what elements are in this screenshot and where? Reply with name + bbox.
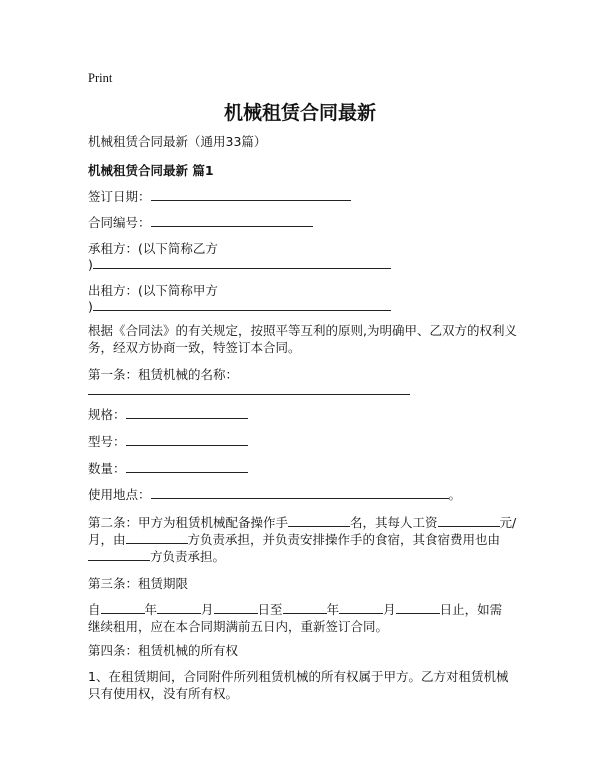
document-title: 机械租赁合同最新 bbox=[223, 102, 376, 124]
spec-label: 规格： bbox=[88, 407, 126, 422]
article1-heading: 第一条：租赁机械的名称： bbox=[88, 367, 239, 382]
lessor-blank[interactable] bbox=[93, 298, 391, 311]
machine-name-blank[interactable] bbox=[88, 382, 410, 395]
day-end-label: 日止，如需 bbox=[439, 602, 503, 617]
model-row bbox=[88, 433, 248, 450]
article2-line3 bbox=[88, 548, 225, 565]
article2-text5: 方负责承担，并负责安排操作手的食宿，其食宿费用也由 bbox=[187, 532, 501, 547]
article2-text3: 元/ bbox=[499, 515, 517, 530]
location-label: 使用地点： bbox=[88, 487, 151, 502]
article3-line2: 继续租用，应在本合同期满前五日内，重新签订合同。 bbox=[88, 619, 389, 634]
location-end: 。 bbox=[448, 487, 462, 502]
lessor-row bbox=[88, 298, 391, 315]
sign-date-label: 签订日期： bbox=[88, 189, 151, 204]
lodging-party-blank[interactable] bbox=[88, 548, 150, 561]
start-year-blank[interactable] bbox=[101, 601, 145, 614]
article2-text2: 名，其每人工资 bbox=[350, 515, 438, 530]
location-blank[interactable] bbox=[151, 486, 449, 499]
end-day-blank[interactable] bbox=[396, 601, 440, 614]
contract-no-blank[interactable] bbox=[151, 214, 313, 227]
print-label[interactable]: Print bbox=[88, 71, 113, 85]
year-label: 年 bbox=[144, 602, 158, 617]
model-label: 型号： bbox=[88, 434, 126, 449]
article3-line1 bbox=[88, 601, 502, 618]
contract-no-label: 合同编号： bbox=[88, 215, 151, 230]
document-subtitle: 机械租赁合同最新（通用33篇） bbox=[88, 134, 267, 149]
lessee-close-paren: ) bbox=[88, 257, 93, 272]
lessee-label: 承租方：(以下简称乙方 bbox=[88, 241, 218, 256]
lessor-close-paren: ) bbox=[88, 299, 93, 314]
start-month-blank[interactable] bbox=[157, 601, 201, 614]
lessee-row bbox=[88, 256, 391, 273]
end-month-blank[interactable] bbox=[339, 601, 383, 614]
article4-paragraph1: 1、在租赁期间，合同附件所列租赁机械的所有权属于甲方。乙方对租赁机械只有使用权，没有所有权。 bbox=[88, 669, 509, 701]
operator-count-blank[interactable] bbox=[288, 514, 350, 527]
model-blank[interactable] bbox=[126, 433, 248, 446]
contract-no-row bbox=[88, 214, 313, 231]
day-to-label: 日至 bbox=[257, 602, 283, 617]
quantity-blank[interactable] bbox=[126, 460, 248, 473]
lessee-blank[interactable] bbox=[93, 256, 391, 269]
quantity-label: 数量： bbox=[88, 461, 126, 476]
article2-line1 bbox=[88, 514, 516, 531]
sign-date-blank[interactable] bbox=[151, 188, 351, 201]
wage-blank[interactable] bbox=[438, 514, 500, 527]
from-label: 自 bbox=[88, 602, 101, 617]
article2-line2 bbox=[88, 531, 500, 548]
article2-text1: 第二条：甲方为租赁机械配备操作手 bbox=[88, 515, 289, 530]
year2-label: 年 bbox=[326, 602, 340, 617]
wage-party-blank[interactable] bbox=[126, 531, 188, 544]
spec-row bbox=[88, 406, 248, 423]
start-day-blank[interactable] bbox=[214, 601, 258, 614]
article3-heading: 第三条：租赁期限 bbox=[88, 576, 189, 591]
article4-heading: 第四条：租赁机械的所有权 bbox=[88, 643, 239, 658]
quantity-row bbox=[88, 460, 248, 477]
end-year-blank[interactable] bbox=[283, 601, 327, 614]
article1-name-row bbox=[88, 382, 410, 399]
article2-text6: 方负责承担。 bbox=[150, 549, 226, 564]
article2-text4: 月，由 bbox=[88, 532, 126, 547]
month2-label: 月 bbox=[383, 602, 396, 617]
intro-paragraph: 根据《合同法》的有关规定，按照平等互利的原则,为明确甲、乙双方的权利义务，经双方协商一致，特签订本合同。 bbox=[88, 323, 517, 355]
sign-date-row bbox=[88, 188, 351, 205]
spec-blank[interactable] bbox=[126, 406, 248, 419]
lessor-label: 出租方：(以下简称甲方 bbox=[88, 283, 218, 298]
section-heading: 机械租赁合同最新 篇1 bbox=[88, 163, 214, 178]
location-row bbox=[88, 486, 461, 503]
month-label: 月 bbox=[201, 602, 214, 617]
